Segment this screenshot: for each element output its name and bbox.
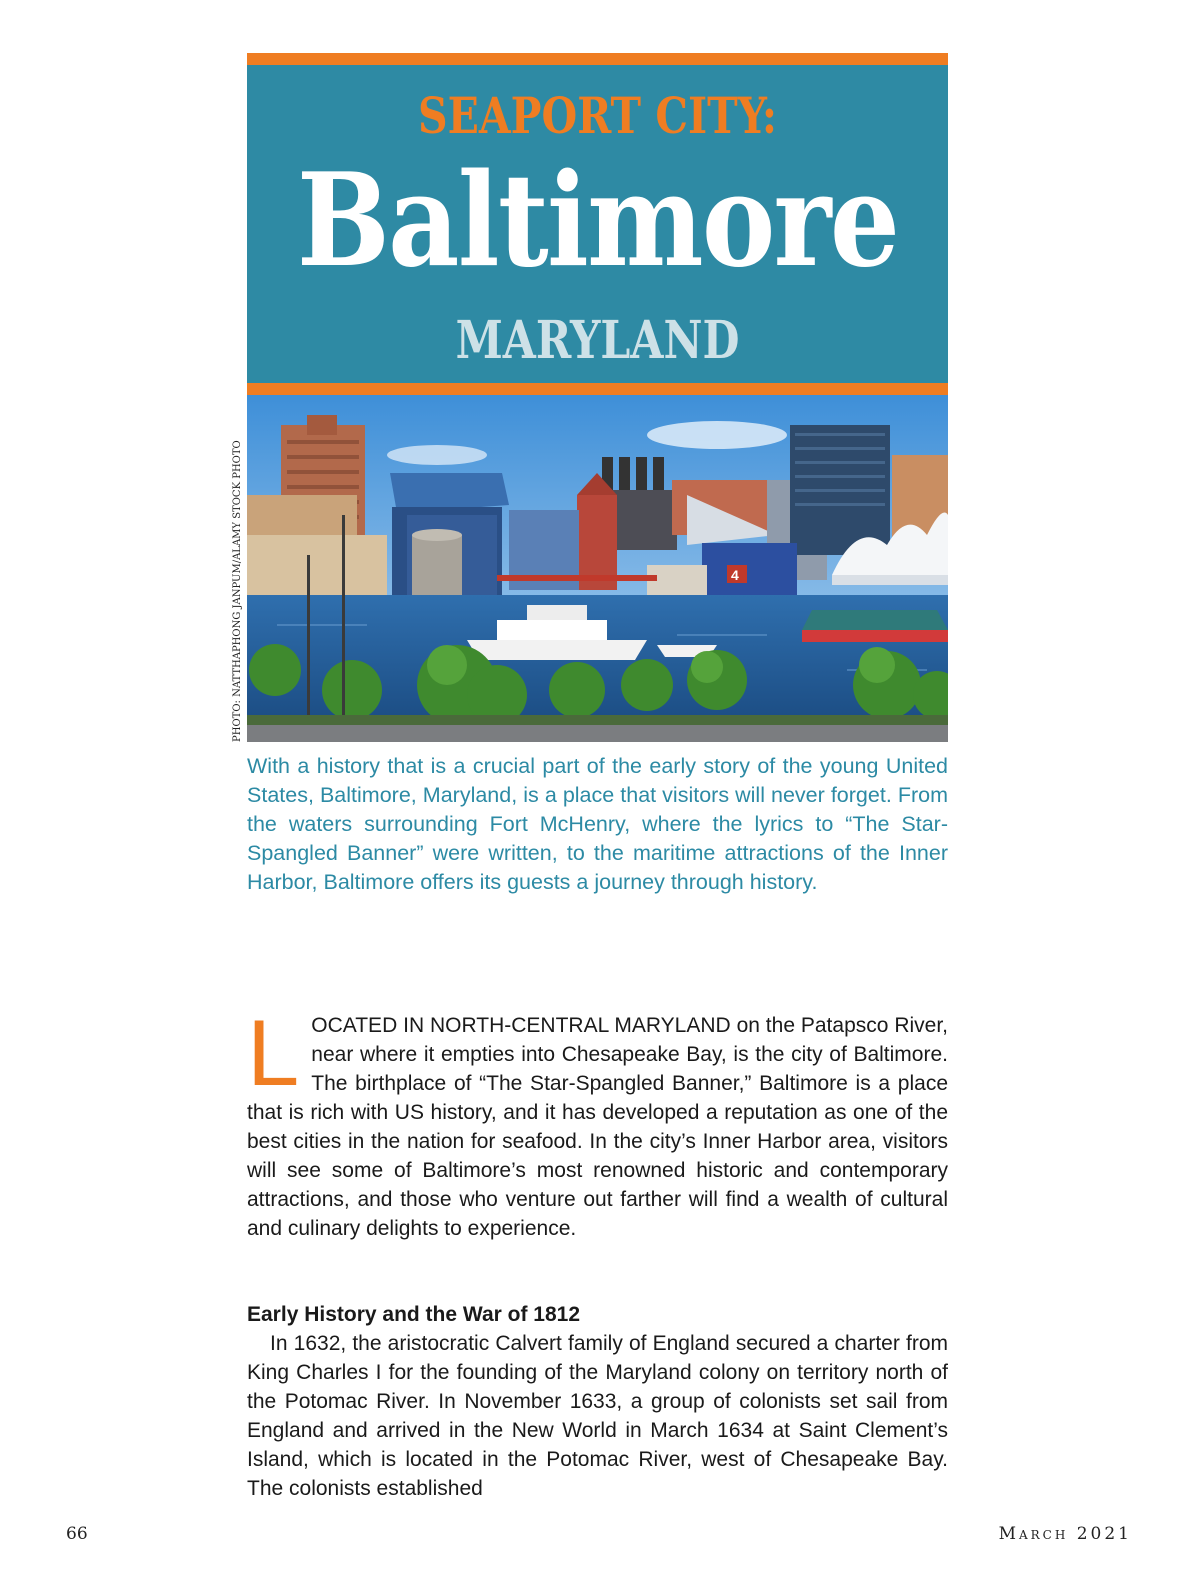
building-sign-number: 4: [731, 567, 739, 583]
title-banner: [247, 53, 948, 395]
section-heading: Early History and the War of 1812: [247, 1303, 580, 1326]
banner-title: Baltimore: [296, 146, 899, 296]
banner-kicker: SEAPORT CITY:: [417, 86, 778, 145]
issue-date: March 2021: [998, 1524, 1132, 1544]
banner-subtitle: MARYLAND: [455, 310, 740, 371]
harbor-photo: [247, 395, 948, 742]
intro-paragraph: With a history that is a crucial part of the early story of the young United States, Baltimore, Maryland, is a place that visitors will never forget. From the waters surrounding Fort McHenry, where the lyrics to “The Star-Spangled Banner” were written, to the maritime attractions of the Inner Harbor, Baltimore offers its guests a journey through history.: [247, 754, 948, 894]
lead-paragraph: [247, 1000, 948, 1243]
photo-credit-text: PHOTO: NATTHAPHONG JANPUM/ALAMY STOCK PHOTO: [232, 440, 243, 742]
drop-cap: L: [247, 1000, 300, 1105]
section-paragraph: In 1632, the aristocratic Calvert family of England secured a charter from King Charles I for the founding of the Maryland colony on territory north of the Potomac River. In November 1633, a group of colonists set sail from England and arrived in the New World in March 1634 at Saint Clement’s Island, which is located in the Potomac River, west of Chesapeake Bay. The colonists established: [247, 1332, 948, 1500]
lead-paragraph-text: OCATED IN NORTH-CENTRAL MARYLAND on the Patapsco River, near where it empties into Chesapeake Bay, is the city of Baltimore. The birthplace of “The Star-Spangled Banner,” Baltimore is a place that is rich with US history, and it has developed a reputation as one of the best cities in the nation for seafood. In the city’s Inner Harbor area, visitors will see some of Baltimore’s most renowned historic and contemporary attractions, and those who venture out farther will find a wealth of cultural and culinary delights to experience.: [247, 1014, 948, 1240]
page-number: 66: [66, 1524, 88, 1544]
